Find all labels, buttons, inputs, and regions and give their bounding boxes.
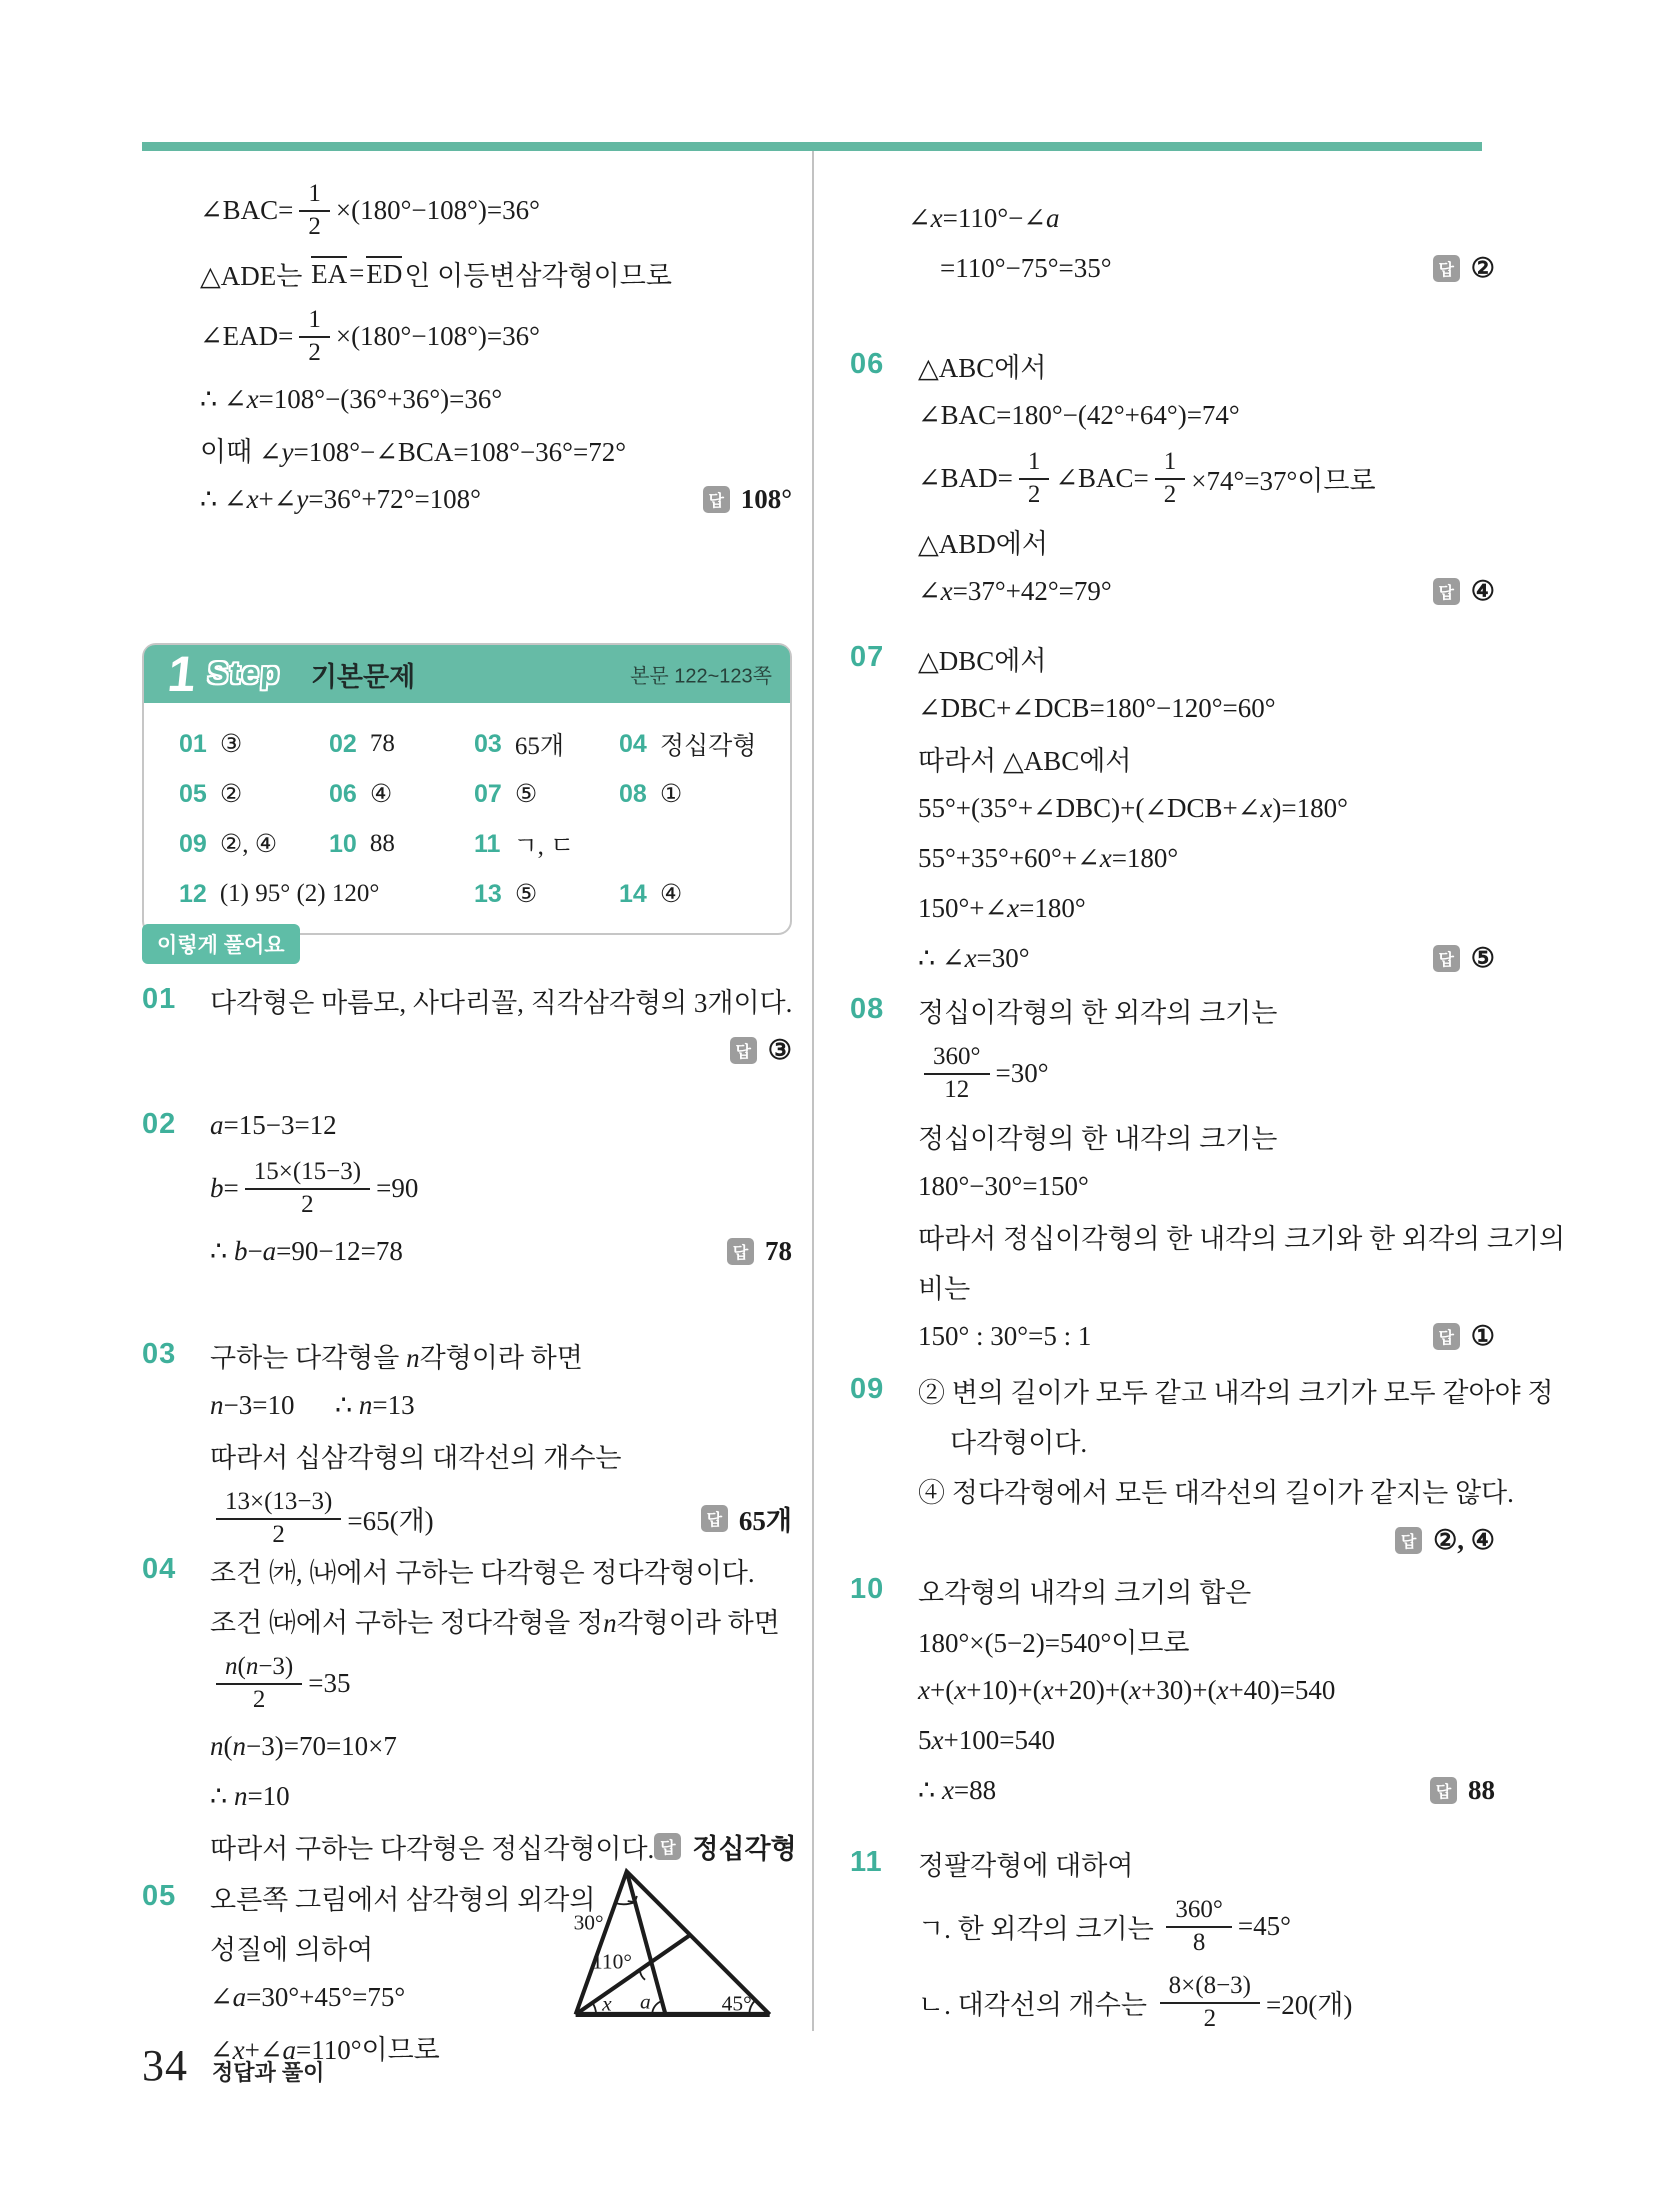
solution-line: 다각형이다. [950,1427,1088,1458]
answer-value: ②, ④ [1433,1524,1495,1555]
answer-item-05 [179,769,329,819]
answer-value: 108° [740,483,792,514]
answer-item-07 [474,769,619,819]
solution-line: △ADE는 EA = ED 인 이등변삼각형이므로 [200,257,672,291]
solution-line: n−3=10 ∴ n=13 [210,1389,415,1420]
answer-item-12 [179,869,474,919]
answer-key-header [144,645,790,703]
solution-lines [200,172,792,524]
solution-line: ∠BAC=180°−(42°+64°)=74° [918,399,1240,430]
answer-item-08 [619,769,780,819]
answer-badge: 답 [703,486,730,513]
solution-line: 이때 ∠y=108°−∠BCA=108°−36°=72° [200,436,626,467]
solution-block-07 [850,633,1495,983]
answer-item-01 [179,719,329,769]
solution-line: ∠BAD= $\frac{1}{2}$ ∠BAC= $\frac{1}{2}$ ×74°=37°이므로 [918,447,1376,508]
solution-line: 정십이각형의 한 외각의 크기는 [918,997,1278,1028]
solution-line: ④ 정다각형에서 모든 대각선의 길이가 같지는 않다. [918,1477,1514,1508]
solution-line: ∴ ∠x=30° 답 ⑤ [918,942,1495,973]
problem-number: 06 [850,348,885,380]
solution-block-04 [142,1545,797,1871]
solution-line: n(n−3)=70=10×7 [210,1730,397,1761]
solution-line: 성질에 의하여 [210,1934,374,1965]
answer-value: ④ [1470,575,1495,606]
answer-value: 정십각형 [692,1833,797,1864]
solution-line: a=15−3=12 [210,1109,337,1140]
solution-line: 구하는 다각형을 n각형이라 하면 [210,1342,583,1373]
figure-label-110: 110° [591,1949,632,1974]
solution-line: 조건 ㈐에서 구하는 정다각형을 정n각형이라 하면 [210,1607,780,1638]
solution-line: ∠x=37°+42°=79° 답 ④ [918,575,1495,606]
fraction: $\frac{8\times(8-3)}{2}$ [1160,1972,1260,2033]
answer-badge: 답 [1433,255,1460,282]
problem-number: 08 [850,993,885,1025]
solution-lines [918,1838,1495,2040]
answer-item-number: 12 [179,879,207,908]
solution-lines [918,1565,1495,1815]
solution-line: 따라서 정십이각형의 한 내각의 크기와 한 외각의 크기의 [918,1223,1566,1254]
answer-badge: 답 [1433,578,1460,605]
solution-line: ∠a=30°+45°=75° [210,1981,406,2012]
solution-line: △ABD에서 [918,528,1048,559]
step-word: Step [206,657,283,690]
answer-badge: 답 [730,1037,757,1064]
answer [1433,576,1495,607]
solution-line: 정십이각형의 한 내각의 크기는 [918,1123,1278,1154]
fraction: $\frac{1}{2}$ [299,180,330,241]
answer-item-number: 06 [329,779,357,808]
problem-number: 05 [142,1880,177,1912]
solution-line: 정팔각형에 대하여 [918,1850,1134,1881]
solution-lines [918,1365,1554,1565]
problem-number: 11 [850,1846,883,1878]
solution-line: ∠EAD= $\frac{1}{2}$ ×(180°−108°)=36° [200,305,540,366]
solution-line: ∴ n=10 [210,1780,290,1811]
textbook-page-ref: 본문 122~123쪽 [630,665,772,688]
overline-segment: EA [311,256,347,290]
answer-value: ② [1470,252,1495,283]
fraction: $\frac{15\times(15-3)}{2}$ [245,1158,370,1219]
solution-line: 180°−30°=150° [918,1170,1089,1201]
solution-line: 따라서 구하는 다각형은 정십각형이다. 답 정십각형 [210,1821,792,1871]
figure-label-30: 30° [573,1910,604,1935]
solution-line: ∠DBC+∠DCB=180°−120°=60° [918,692,1276,723]
answer-value: ① [1470,1320,1495,1351]
answer [1433,253,1495,284]
answer-item-02 [329,719,474,769]
fraction: $\frac{1}{2}$ [1019,448,1050,509]
answer [701,1499,792,1538]
solution-line: b= $\frac{15\times(15-3)}{2}$ =90 [210,1157,419,1218]
solution-line: ㄴ. 대각선의 개수는 $\frac{8\times(8-3)}{2}$ =20(개) [918,1971,1353,2032]
solution-line: △ABC에서 [918,352,1047,383]
answer [1430,1775,1495,1806]
column-divider [812,151,814,2031]
solution-lines [210,975,792,1075]
problem-number: 10 [850,1573,885,1605]
answer-item-number: 05 [179,779,207,808]
solution-line: $\frac{13\times(13-3)}{2}$ =65(개) 답 65개 [210,1480,792,1556]
solution-lines [918,340,1495,616]
solution-line: 150°+∠x=180° [918,892,1086,923]
solution-block-08 [850,985,1566,1361]
answer-item-value: ④ [369,781,393,808]
top-accent-rule [142,142,1482,151]
solution-lines [918,985,1566,1361]
answer [1433,943,1495,974]
problem-number: 07 [850,641,885,673]
answer-item-value: 65개 [514,733,564,760]
answer-key-box [142,643,792,935]
answer-item-value: ㄱ, ㄷ [513,833,575,860]
solution-lines [210,1330,792,1556]
answer-item-value: ②, ④ [219,831,278,858]
page-number: 34 [142,2041,188,2090]
solution-lines [908,193,1495,293]
answer-badge: 답 [727,1238,754,1265]
solution-lines [918,633,1495,983]
answer-item-number: 03 [474,729,502,758]
answer-item-11 [474,819,619,869]
fraction: $\frac{n(n-3)}{2}$ [216,1653,302,1714]
step-number: 1 [165,646,199,702]
answer-item-number: 02 [329,729,357,758]
solution-line: ∠x=110°−∠a [908,202,1060,233]
solution-block-continued-right [850,193,1495,293]
solution-block-continued-left [142,172,792,524]
problem-number: 03 [142,1338,177,1370]
footer-label: 정답과 풀이 [212,2060,325,2085]
answer-badge: 답 [1395,1527,1422,1554]
solution-line: 따라서 △ABC에서 [918,745,1132,776]
solution-line: 비는 [918,1273,971,1304]
answer [703,484,792,515]
answer-item-06 [329,769,474,819]
solution-line: 5x+100=540 [918,1724,1055,1755]
answer-value: ⑤ [1470,942,1495,973]
answer-item-number: 07 [474,779,502,808]
solution-line: ㄱ. 한 외각의 크기는 $\frac{360^\circ}{8}$ =45° [918,1895,1291,1956]
problem-number: 02 [142,1108,177,1140]
solution-line: 다각형은 마름모, 사다리꼴, 직각삼각형의 3개이다. [210,987,793,1018]
solution-line: ∴ b−a=90−12=78 답 78 [210,1235,792,1266]
answer-item-14 [619,869,780,919]
answer-badge: 답 [1433,945,1460,972]
answer-item-value: ① [659,781,683,808]
answer-badge: 답 [654,1833,681,1860]
fraction: $\frac{13\times(13-3)}{2}$ [216,1488,341,1549]
answer-value: 65개 [738,1505,792,1536]
solution-line: 오각형의 내각의 크기의 합은 [918,1577,1252,1608]
answer-item-value: 정십각형 [659,733,757,760]
answer-item-number: 09 [179,829,207,858]
figure-label-45: 45° [721,1991,752,2016]
solution-line: 조건 ㈎, ㈏에서 구하는 다각형은 정다각형이다. [210,1557,755,1588]
answer-item-value: ② [219,781,243,808]
answer-item-number: 10 [329,829,357,858]
solution-line: 180°×(5−2)=540°이므로 [918,1627,1190,1658]
problem-number: 04 [142,1553,177,1585]
solution-line: ∠x+∠a=110°이므로 [210,2034,440,2065]
fraction: $\frac{360^\circ}{8}$ [1166,1896,1232,1957]
answer-item-value: 78 [369,730,395,757]
answer-item-number: 11 [474,829,501,858]
answer-value: ③ [767,1034,792,1065]
solution-lines [210,1100,792,1276]
solution-block-03 [142,1330,792,1556]
answer-item-value: ⑤ [514,881,538,908]
answer [730,1035,792,1066]
solution-line: 150° : 30°=5 : 1 답 ① [918,1320,1495,1351]
problem-number: 01 [142,983,177,1015]
angle-arc-110 [640,1971,645,1980]
solution-line: 따라서 십삼각형의 대각선의 개수는 [210,1442,622,1473]
answer [1433,1321,1495,1352]
solution-block-02 [142,1100,792,1276]
answer-item-value: ③ [219,731,243,758]
solution-line [210,1025,792,1075]
problem-number: 09 [850,1373,885,1405]
answer-grid [144,703,790,933]
page-footer [142,2040,324,2091]
answer-item-number: 04 [619,729,647,758]
answer-item-number: 08 [619,779,647,808]
answer-item-10 [329,819,474,869]
answer-item-number: 14 [619,879,647,908]
solution-line [918,1515,1495,1565]
answer-item-13 [474,869,619,919]
solution-line: $\frac{n(n-3)}{2}$ =35 [210,1645,792,1721]
solution-block-09 [850,1365,1554,1565]
solution-line: ∠BAC= $\frac{1}{2}$ ×(180°−108°)=36° [200,179,540,240]
solution-line: ∴ x=88 답 88 [918,1774,1495,1805]
figure-label-a: a [639,1989,651,2014]
answer-badge: 답 [701,1505,728,1532]
solution-line: ∴ ∠x+∠y=36°+72°=108° 답 108° [200,483,792,514]
solution-line: 오른쪽 그림에서 삼각형의 외각의 [210,1884,596,1915]
solution-line: $\frac{360^\circ}{12}$ =30° [918,1035,1495,1111]
answer-value: 78 [765,1235,792,1266]
figure-label-x: x [602,1991,612,2016]
solution-line: =110°−75°=35° 답 ② [940,252,1495,283]
answer [1395,1525,1495,1556]
solution-line: ② 변의 길이가 모두 같고 내각의 크기가 모두 같아야 정 [918,1377,1554,1408]
solution-line: △DBC에서 [918,645,1047,676]
answer-value: 88 [1468,1774,1495,1805]
answer-item-09 [179,819,329,869]
answer-item-number: 01 [179,729,207,758]
answer [727,1236,792,1267]
answer-badge: 답 [1433,1323,1460,1350]
solution-line: ∴ ∠x=108°−(36°+36°)=36° [200,383,503,414]
answer-key-title: 기본문제 [310,661,416,692]
answer-item-number: 13 [474,879,502,908]
answer-item-04 [619,719,780,769]
answer-item-value: (1) 95° (2) 120° [219,880,380,907]
solution-line: x+(x+10)+(x+20)+(x+30)+(x+40)=540 [918,1674,1336,1705]
answer-item-value: 88 [369,830,395,857]
fraction: $\frac{1}{2}$ [1155,448,1186,509]
answer-item-value: ④ [659,881,683,908]
how-to-solve-badge: 이렇게 풀어요 [142,924,300,964]
solution-lines [210,1545,797,1871]
fraction: $\frac{360^\circ}{12}$ [924,1043,990,1104]
solution-block-11 [850,1838,1495,2040]
solution-block-01 [142,975,792,1075]
solution-block-06 [850,340,1495,616]
solution-line: 55°+(35°+∠DBC)+(∠DCB+∠x)=180° [918,792,1348,823]
solution-line: 55°+35°+60°+∠x=180° [918,842,1179,873]
answer-badge: 답 [1430,1777,1457,1804]
triangle-figure [546,1858,786,2030]
overline-segment: ED [366,256,402,290]
answer-item-03 [474,719,619,769]
fraction: $\frac{1}{2}$ [299,306,330,367]
solution-block-10 [850,1565,1495,1815]
answer-item-value: ⑤ [514,781,538,808]
